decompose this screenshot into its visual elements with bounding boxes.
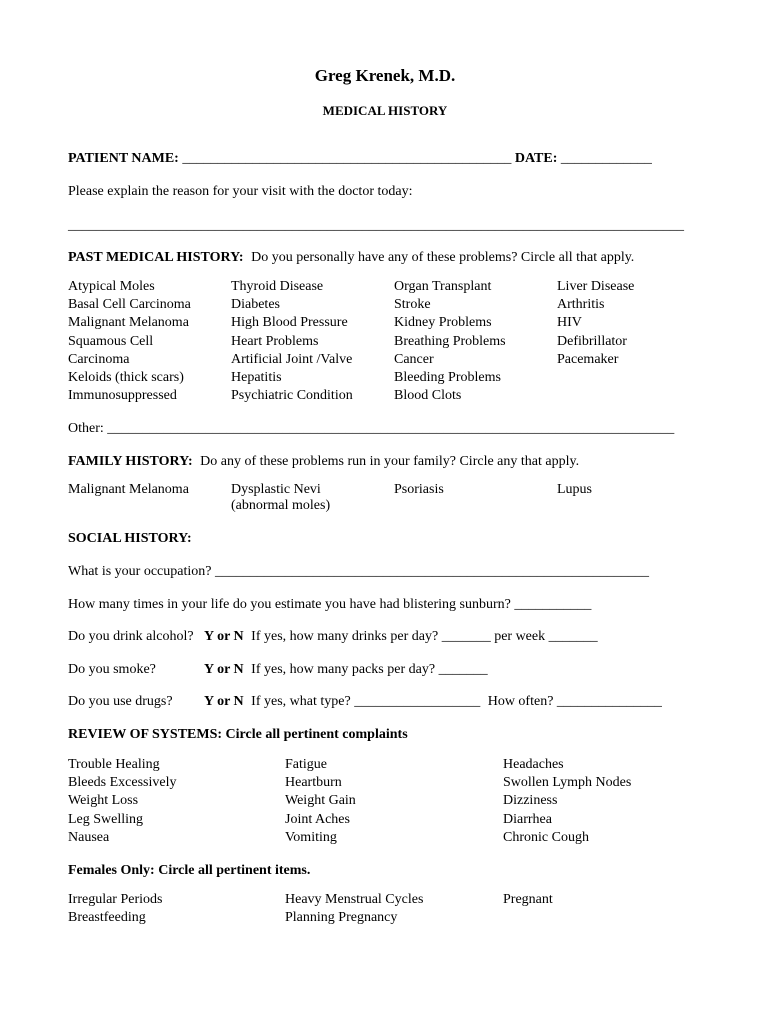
alcohol-row: [204, 629, 598, 645]
condition-item[interactable]: Arthritis: [557, 297, 605, 313]
smoke-followup: If yes, how many packs per day?: [251, 662, 436, 677]
date-field[interactable]: _____________: [560, 151, 652, 166]
date-label: DATE:: [514, 151, 558, 166]
complaint-item[interactable]: Bleeds Excessively: [68, 775, 177, 791]
complaint-item[interactable]: Swollen Lymph Nodes: [503, 775, 632, 791]
complaint-item[interactable]: Nausea: [68, 829, 110, 845]
drugs-often-field[interactable]: _______________: [556, 694, 662, 709]
alcohol-label: Do you drink alcohol?: [68, 629, 194, 644]
female-item[interactable]: Heavy Menstrual Cycles: [285, 892, 424, 907]
patient-name-label: PATIENT NAME:: [68, 151, 179, 166]
female-item[interactable]: Breastfeeding: [68, 910, 146, 926]
drugs-type-field[interactable]: __________________: [354, 694, 481, 709]
condition-item[interactable]: HIV: [557, 315, 582, 331]
condition-item[interactable]: Breathing Problems: [394, 333, 506, 349]
smoke-packs-field[interactable]: _______: [438, 662, 488, 677]
females-only-heading: Females Only: Circle all pertinent items.: [68, 863, 311, 878]
review-of-systems-heading: REVIEW OF SYSTEMS: Circle all pertinent complaints: [68, 727, 408, 742]
condition-item[interactable]: Immunosuppressed: [68, 388, 177, 404]
other-field[interactable]: _________________________________________________________________________________: [107, 421, 675, 436]
smoke-yes-no[interactable]: Y or N: [204, 662, 244, 677]
condition-item[interactable]: Bleeding Problems: [394, 369, 501, 385]
female-item[interactable]: Pregnant: [503, 892, 553, 907]
family-item[interactable]: Lupus: [557, 482, 592, 497]
alcohol-followup: If yes, how many drinks per day?: [251, 629, 439, 644]
past-medical-column-3: [394, 278, 506, 405]
complaint-item[interactable]: Chronic Cough: [503, 829, 589, 845]
condition-item[interactable]: Artificial Joint /Valve: [231, 351, 353, 367]
complaint-item[interactable]: Trouble Healing: [68, 757, 160, 772]
condition-item[interactable]: Liver Disease: [557, 279, 635, 294]
female-item[interactable]: Planning Pregnancy: [285, 910, 398, 926]
condition-item[interactable]: Kidney Problems: [394, 315, 492, 331]
complaint-item[interactable]: Dizziness: [503, 793, 558, 809]
complaint-item[interactable]: Headaches: [503, 757, 564, 772]
condition-item[interactable]: Psychiatric Condition: [231, 388, 353, 404]
drugs-followup: If yes, what type?: [251, 694, 351, 709]
visit-reason-prompt: Please explain the reason for your visit with the doctor today:: [68, 184, 413, 199]
ros-column-3: [503, 756, 631, 847]
females-column-3: [503, 891, 553, 909]
past-medical-heading: PAST MEDICAL HISTORY:: [68, 250, 244, 265]
family-item[interactable]: Dysplastic Nevi: [231, 482, 321, 497]
condition-item[interactable]: Diabetes: [231, 297, 280, 313]
complaint-item[interactable]: Heartburn: [285, 775, 342, 791]
complaint-item[interactable]: Leg Swelling: [68, 811, 144, 827]
sunburn-field[interactable]: ___________: [514, 597, 592, 612]
drugs-yes-no[interactable]: Y or N: [204, 694, 244, 709]
past-medical-column-4: [557, 278, 634, 369]
occupation-row: [68, 564, 649, 580]
alcohol-per-day-field[interactable]: _______: [441, 629, 491, 644]
ros-column-2: [285, 756, 356, 847]
condition-item[interactable]: Hepatitis: [231, 369, 282, 385]
complaint-item[interactable]: Diarrhea: [503, 811, 552, 827]
condition-item[interactable]: Atypical Moles: [68, 279, 155, 294]
family-item[interactable]: Malignant Melanoma: [68, 482, 189, 497]
patient-info-row: [68, 151, 652, 167]
condition-item[interactable]: Stroke: [394, 297, 431, 313]
condition-item[interactable]: Squamous Cell: [68, 333, 154, 349]
other-row: [68, 421, 674, 437]
doctor-name: Greg Krenek, M.D.: [314, 66, 456, 85]
smoke-label: Do you smoke?: [68, 662, 156, 677]
past-medical-header: [68, 250, 634, 266]
alcohol-yes-no[interactable]: Y or N: [204, 629, 244, 644]
alcohol-per-week-field[interactable]: _______: [548, 629, 598, 644]
past-medical-column-2: [231, 278, 353, 405]
occupation-label: What is your occupation?: [68, 564, 212, 579]
drugs-row: [204, 694, 662, 710]
condition-item[interactable]: Cancer: [394, 351, 434, 367]
complaint-item[interactable]: Joint Aches: [285, 811, 350, 827]
social-history-heading: SOCIAL HISTORY:: [68, 531, 192, 546]
complaint-item[interactable]: Vomiting: [285, 829, 337, 845]
sunburn-label: How many times in your life do you estimate you have had blistering sunburn?: [68, 597, 511, 612]
alcohol-per-week-label: per week: [494, 629, 546, 644]
females-column-2: [285, 891, 423, 927]
family-item-note: (abnormal moles): [231, 498, 331, 513]
condition-item[interactable]: Keloids (thick scars): [68, 369, 184, 385]
past-medical-column-1: [68, 278, 191, 405]
drugs-often-label: How often?: [487, 694, 554, 709]
sunburn-row: [68, 597, 591, 613]
condition-item[interactable]: Blood Clots: [394, 388, 462, 404]
drugs-label: Do you use drugs?: [68, 694, 173, 709]
condition-item[interactable]: Malignant Melanoma: [68, 315, 189, 331]
condition-item[interactable]: Organ Transplant: [394, 279, 492, 294]
condition-item[interactable]: Heart Problems: [231, 333, 319, 349]
family-item[interactable]: Psoriasis: [394, 482, 444, 497]
condition-item[interactable]: Carcinoma: [68, 351, 130, 367]
condition-item[interactable]: High Blood Pressure: [231, 315, 348, 331]
occupation-field[interactable]: ______________________________________________________________: [214, 564, 649, 579]
complaint-item[interactable]: Weight Loss: [68, 793, 139, 809]
smoke-row: [204, 662, 488, 678]
females-column-1: [68, 891, 162, 927]
family-history-heading: FAMILY HISTORY:: [68, 454, 193, 469]
form-title: MEDICAL HISTORY: [322, 103, 448, 118]
patient-name-field[interactable]: _______________________________________________: [182, 151, 512, 166]
condition-item[interactable]: Defibrillator: [557, 333, 627, 349]
family-history-instruction: Do any of these problems run in your family? Circle any that apply.: [200, 454, 580, 469]
ros-column-1: [68, 756, 176, 847]
past-medical-instruction: Do you personally have any of these problems? Circle all that apply.: [251, 250, 635, 265]
complaint-item[interactable]: Fatigue: [285, 757, 327, 772]
condition-item[interactable]: Thyroid Disease: [231, 279, 324, 294]
visit-reason-field[interactable]: ________________________________________________________________________________________: [68, 218, 684, 233]
family-history-header: [68, 454, 579, 470]
female-item[interactable]: Irregular Periods: [68, 892, 163, 907]
complaint-item[interactable]: Weight Gain: [285, 793, 356, 809]
condition-item[interactable]: Basal Cell Carcinoma: [68, 297, 191, 313]
condition-item[interactable]: Pacemaker: [557, 351, 619, 367]
other-label: Other:: [68, 421, 104, 436]
